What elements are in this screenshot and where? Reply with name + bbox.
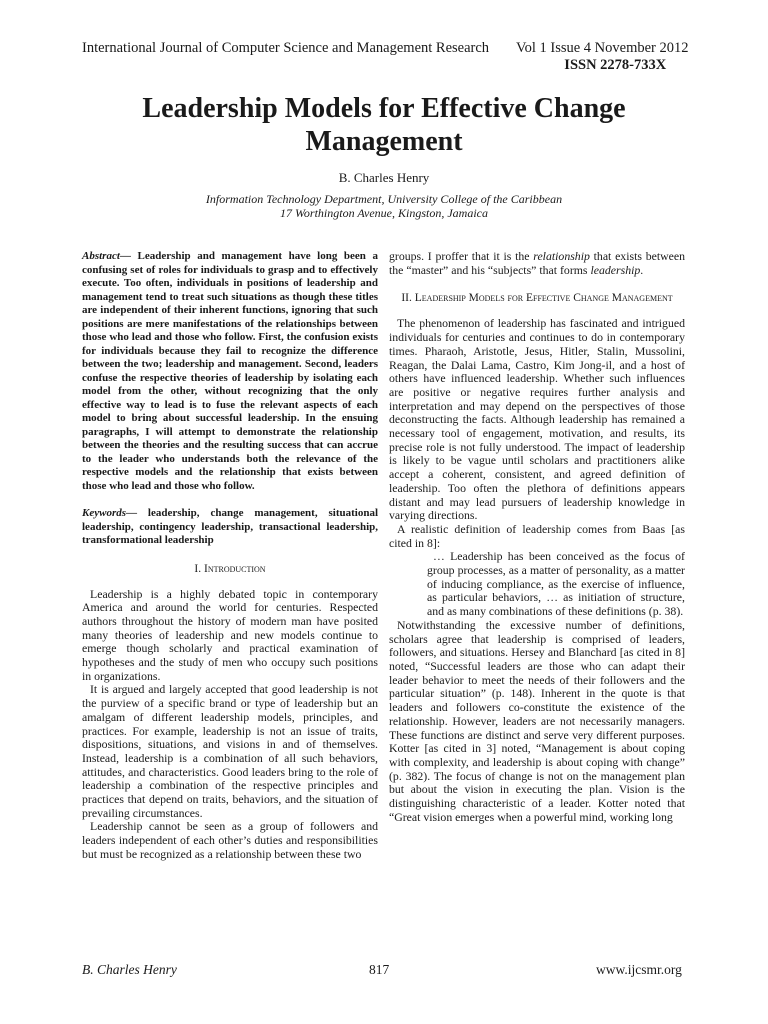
abstract-dash: — — [119, 250, 138, 262]
intro-paragraph-3: Leadership cannot be seen as a group of followers and leaders independent of each other’s duties and responsibilities but must be recognized as a relationship between these two — [82, 819, 378, 861]
intro-continuation — [389, 250, 685, 277]
continuation-text-a: groups. I proffer that it is the — [389, 249, 534, 263]
models-paragraph-2: A realistic definition of leadership comes from Baas [as cited in 8]: — [389, 521, 685, 550]
left-column — [82, 250, 378, 862]
right-column — [389, 250, 685, 824]
abstract — [82, 250, 378, 493]
section-heading-introduction: I. Introduction — [194, 562, 266, 575]
keywords-text: leadership, change management, situational leadership, contingency leadership, transactional leadership, transformational leadership — [82, 507, 378, 546]
footer-author: B. Charles Henry — [82, 962, 177, 977]
section-heading-leadership-models: II. Leadership Models for Effective Change Management — [401, 292, 673, 305]
footer-website: www.ijcsmr.org — [596, 962, 682, 977]
abstract-text: Leadership and management have long been a confusing set of roles for individuals to grasp and to effectively execute. Too often, individuals in positions of leadership and management tend to treat such situations as though these titles are independent of their inherent functions, ignoring that such positions are mere manifestations of the relationships between those who lead and those who follow. First, the confusion exists for individuals because they fail to recognize the difference between the two; leadership and management. Second, leaders confuse the respective theories of leadership by isolating each model from the other, without recognizing that the only effective way to lead is to fuse the relevant aspects of each model to bring about successful leadership. In the ensuing paragraphs, I will attempt to demonstrate the relationship between the theories and the resulting success that can accrue to the leader who understands both the relevance of the respective models and the relationship that exists between those who lead and those who follow. — [82, 250, 378, 492]
abstract-label: Abstract — [82, 250, 120, 262]
paper-title: Leadership Models for Effective Change Management — [142, 93, 626, 157]
issue-volume: Vol 1 Issue 4 November 2012 — [516, 40, 689, 56]
intro-paragraph-1: Leadership is a highly debated topic in contemporary America and around the world for centuries. Respected authors throughout the history of modern man have posited many theories of leadership and new models continue to emerge though scholarly and practical examination of hypotheses and the study of men who occupy such positions in organizations. — [82, 586, 378, 683]
affiliation-address: 17 Worthington Avenue, Kingston, Jamaica — [280, 206, 488, 220]
continuation-text-c: . — [640, 262, 644, 277]
emphasis-relationship: relationship — [533, 249, 590, 263]
models-paragraph-1: The phenomenon of leadership has fascinated and intrigued individuals for centuries and continues to do in contemporary times. Pharaoh, Aristotle, Jesus, Hitler, Stalin, Mussolini, Reagan, the Dalai Lama, Castro, Kim Jong-il, and a host of others have influenced leadership. Whether such influences are positive or negative requires further analysis and interpretation and may depend on the perspectives of those deconstructing the facts. Although leadership has remained a necessary tool of engagement, motivation, and results, its precise role is not fully understood. The impact of leadership is likely to be vague until scholars and practitioners alike accept a coherent, consistent, and agreed definition of leadership. Too often the plethora of definitions appears distant and may lead pursuers of leadership knowledge in varying directions. — [389, 316, 685, 523]
keywords-label: Keywords — [82, 507, 126, 519]
author-name: B. Charles Henry — [338, 170, 430, 185]
issn: ISSN 2278-733X — [564, 57, 667, 73]
block-quote: … Leadership has been conceived as the focus of group processes, as a matter of personality, as a matter of inducing compliance, as the exercise of influence, as particular behaviors, … as initiation of structure, and as many combinations of these definitions (p. 38). — [427, 549, 685, 619]
continuation-text-b: that exists between the “master” and his “subjects” that forms — [389, 249, 685, 277]
intro-paragraph-2: It is argued and largely accepted that good leadership is not the purview of a specific brand or type of leadership but an amalgam of different leadership models, principles, and practices. For example, leadership is not an issue of traits, dispositions, situations, and visions in and of themselves. Instead, leadership is a combination of all such behaviors, attitudes, and characteristics. Good leaders bring to the role of leadership a combination of the respective principles and practices that depend on traits, behaviors, and the situation of prevailing circumstances. — [82, 682, 378, 820]
keywords-dash: — — [126, 507, 148, 519]
page-number: 817 — [369, 962, 390, 977]
affiliation — [82, 192, 686, 220]
models-paragraph-3: Notwithstanding the excessive number of definitions, scholars agree that leadership is comprised of leaders, followers, and situations. Hersey and Blanchard [as cited in 8] noted, “Successful leaders are those who can adapt their leader behavior to meet the needs of their followers and the particular situation” (p. 148). Inherent in the quote is that leaders and followers co-constitute the existence of the relationship. However, leaders are not necessarily managers. These functions are distinct and serve very different purposes. Kotter [as cited in 3] noted, “Management is about coping with complexity, and leadership is about coping with change” (p. 382). The focus of change is not on the management plan but about the vision in executing the plan. Vision is the distinguishing characteristic of a leader. Kotter noted that “Great vision emerges when a powerful mind, working long — [389, 617, 685, 824]
journal-name: International Journal of Computer Science and Management Research — [82, 40, 490, 56]
emphasis-leadership: leadership — [590, 262, 641, 277]
issue-info — [516, 40, 689, 74]
affiliation-department: Information Technology Department, University College of the Caribbean — [205, 192, 563, 206]
keywords — [82, 507, 378, 548]
